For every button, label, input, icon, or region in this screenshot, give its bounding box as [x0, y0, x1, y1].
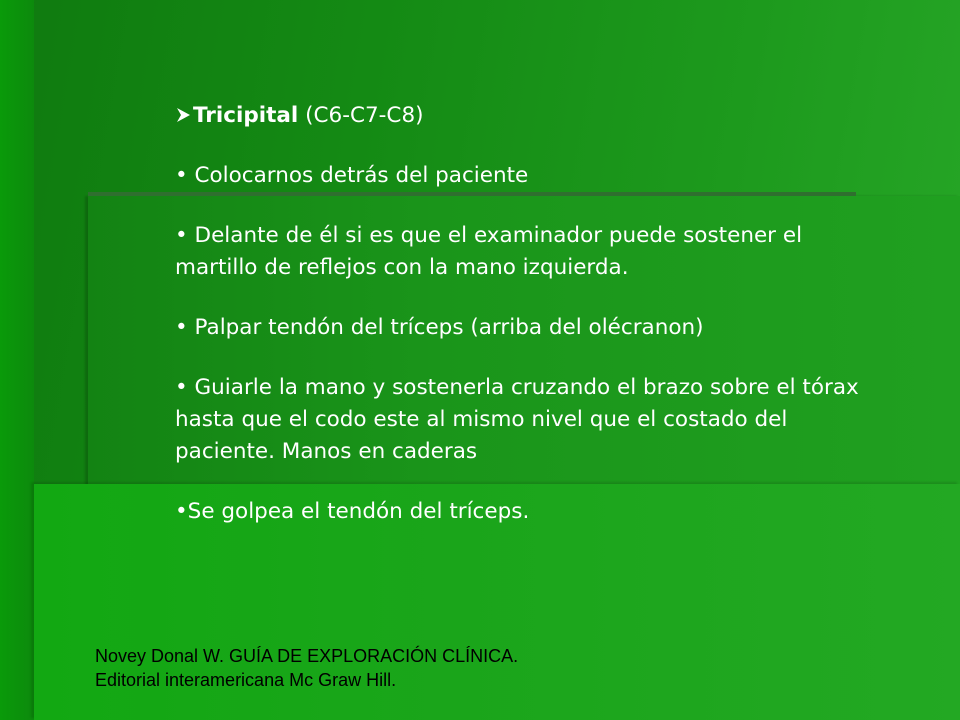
decorative-left-band — [0, 0, 34, 720]
citation-line-1: Novey Donal W. GUÍA DE EXPLORACIÓN CLÍNICA. — [95, 646, 519, 666]
citation-line-2: Editorial interamericana Mc Graw Hill. — [95, 670, 397, 690]
bullet-2: • Delante de él si es que el examinador puede sostener el martillo de reflejos con la mano izquierda. — [175, 223, 803, 280]
heading-line — [175, 100, 875, 132]
heading-title: Tricipital — [193, 103, 299, 128]
bullet-1: • Colocarnos detrás del paciente — [175, 163, 529, 188]
bullet-5: •Se golpea el tendón del tríceps. — [175, 499, 530, 524]
slide-content — [175, 100, 875, 528]
heading-subtitle: (C6-C7-C8) — [298, 103, 424, 128]
bullet-3: • Palpar tendón del tríceps (arriba del olécranon) — [175, 315, 704, 340]
citation — [95, 644, 518, 692]
bullet-4: • Guiarle la mano y sostenerla cruzando el brazo sobre el tórax hasta que el codo este al mismo nivel que el costado del paciente. Manos en caderas — [175, 375, 859, 464]
arrow-bullet-icon — [175, 100, 193, 132]
